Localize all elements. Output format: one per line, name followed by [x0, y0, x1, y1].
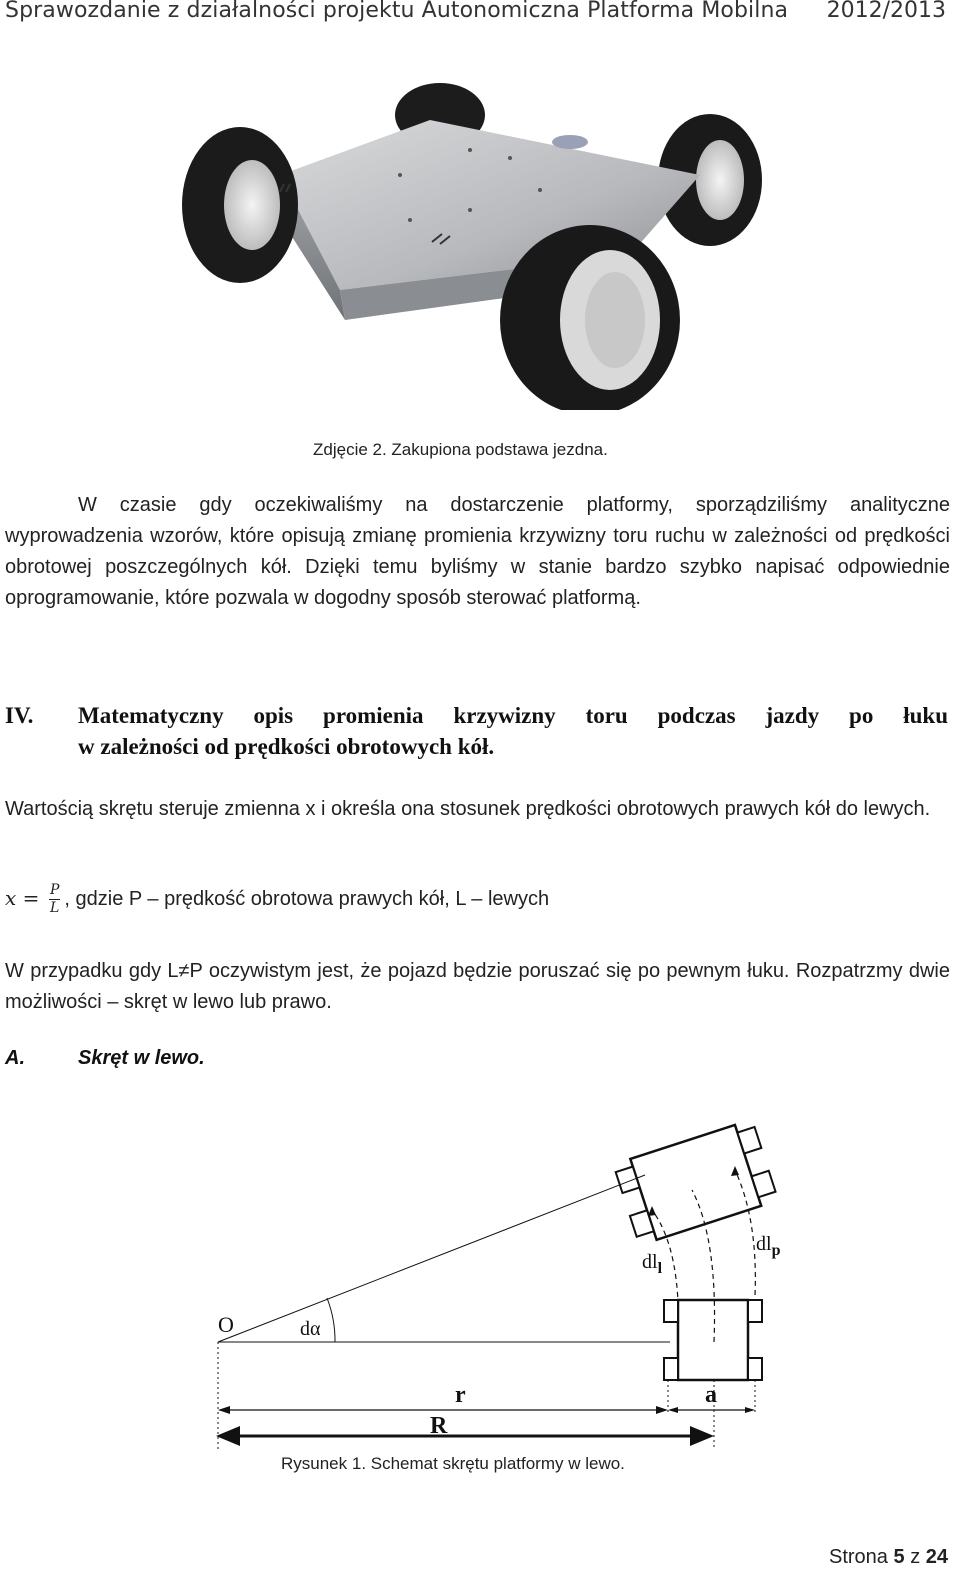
- chassis-photo: [170, 80, 770, 410]
- intro-paragraph: [5, 490, 950, 614]
- robot-turned: [613, 1119, 778, 1245]
- section-title-line2: w zależności od prędkości obrotowych kół.: [78, 734, 495, 759]
- page-footer: [829, 1546, 948, 1569]
- label-dl-left-sub: l: [657, 1260, 663, 1277]
- header-title: Sprawozdanie z działalności projektu Autonomiczna Platforma Mobilna: [5, 0, 789, 23]
- svg-text:dlp: [756, 1233, 781, 1259]
- footer-page: 5: [893, 1546, 905, 1568]
- formula-numerator: P: [49, 882, 60, 898]
- label-origin: O: [218, 1312, 234, 1337]
- footer-sep: z: [910, 1546, 921, 1568]
- intro-text: W czasie gdy oczekiwaliśmy na dostarczenie platformy, sporządziliśmy analityczne wyprowadzenia wzorów, które opisują zmianę promienia krzywizny toru ruchu w zależności od prędkości obrotowej poszczególnych kół. Dzięki temu byliśmy w stanie bardzo szybko napisać odpowiednie oprogramowanie, które pozwala w dogodny sposób sterować platformą.: [5, 494, 950, 609]
- formula-lhs: x =: [5, 885, 40, 910]
- section-title-line1: Matematyczny opis promienia krzywizny toru podczas jazdy po łuku: [78, 703, 948, 728]
- page-header: [0, 0, 960, 30]
- photo-caption: Zdjęcie 2. Zakupiona podstawa jezdna.: [313, 440, 608, 459]
- label-angle: dα: [300, 1318, 321, 1340]
- formula-fraction: [49, 882, 60, 917]
- svg-text:dll: [642, 1251, 663, 1277]
- cases-paragraph: W przypadku gdy L≠P oczywistym jest, że pojazd będzie poruszać się po pewnym łuku. Rozpatrzmy dwie możliwości – skręt w lewo lub prawo.: [5, 960, 950, 1013]
- footer-prefix: Strona: [829, 1546, 888, 1568]
- turn-diagram: [190, 1110, 790, 1455]
- steering-paragraph: Wartością skrętu steruje zmienna x i określa ona stosunek prędkości obrotowych prawych kół do lewych.: [5, 798, 931, 820]
- label-dl-left: dl: [642, 1251, 658, 1273]
- formula-description: , gdzie P – prędkość obrotowa prawych kół, L – lewych: [64, 887, 550, 910]
- formula: [5, 882, 549, 932]
- label-dl-right: dl: [756, 1233, 772, 1255]
- label-a: a: [705, 1382, 717, 1408]
- label-R: R: [430, 1413, 448, 1439]
- label-r: r: [455, 1382, 466, 1408]
- subsection-letter: A.: [5, 1047, 25, 1069]
- figure-caption: Rysunek 1. Schemat skrętu platformy w lewo.: [281, 1454, 625, 1473]
- section-number: IV.: [5, 703, 34, 728]
- label-dl-right-sub: p: [771, 1242, 781, 1259]
- subsection-title: Skręt w lewo.: [78, 1047, 205, 1069]
- formula-denominator: L: [50, 900, 60, 916]
- header-year: 2012/2013: [826, 0, 946, 23]
- footer-total: 24: [925, 1546, 948, 1568]
